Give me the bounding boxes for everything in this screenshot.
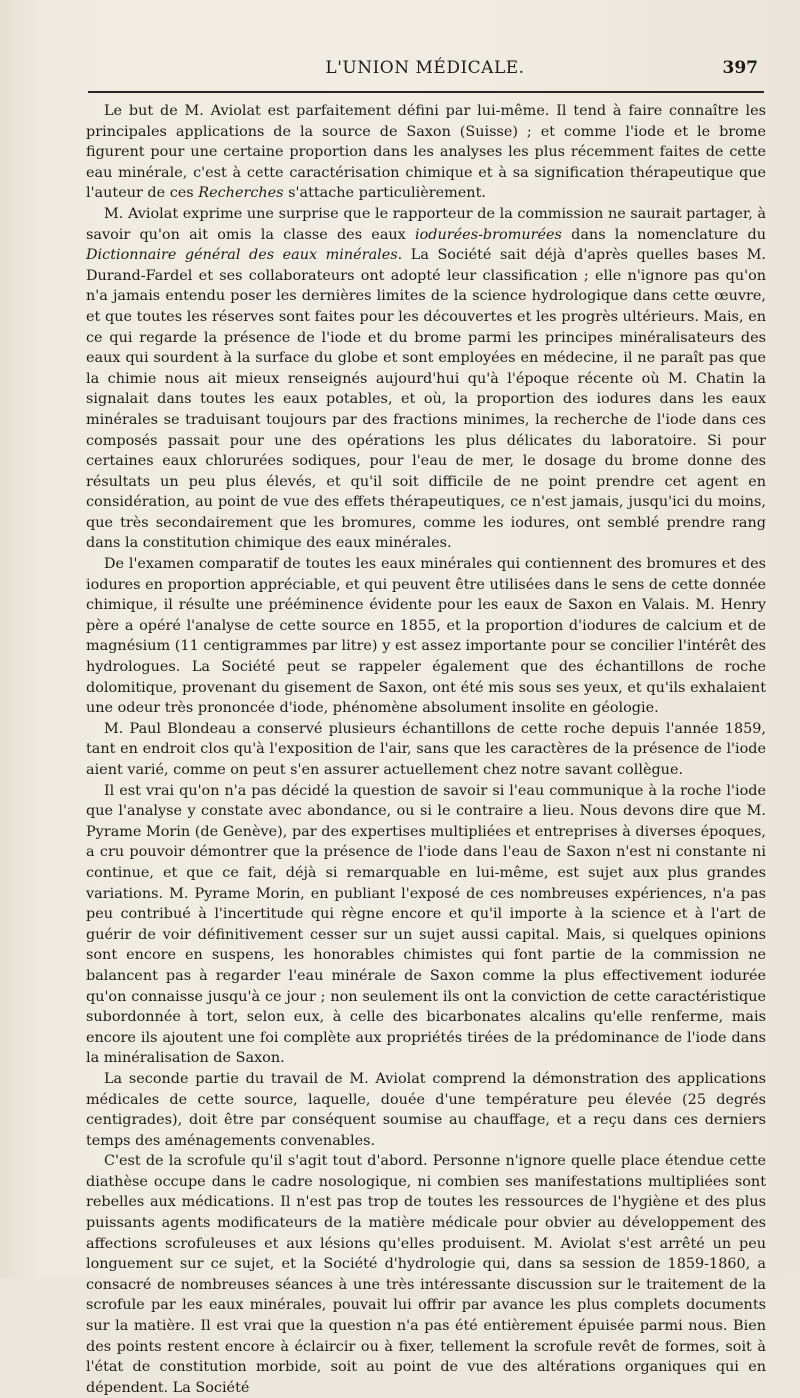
paragraph (86, 554, 766, 719)
text-run: La seconde partie du travail de M. Aviolat comprend la démonstration des applications médicales de cette source, laquelle, douée d'une température peu élevée (25 degrés centigrades), doit être par conséquent soumise au chauffage, et a reçu dans ces derniers temps des aménagements convenables. (86, 1070, 766, 1149)
paragraph (86, 1151, 766, 1398)
text-run: M. Aviolat exprime une surprise que le rapporteur de la commission ne saurait partager, à savoir qu'on ait omis la classe des eaux (86, 205, 766, 243)
italic-text: iodurées-bromurées (415, 226, 562, 243)
text-run: Le but de M. Aviolat est parfaitement défini par lui-même. Il tend à faire connaître les principales applications de la source de Saxon (Suisse) ; et comme l'iode et le brome figurent pour une certaine proportion dans les analyses les plus récemment faites de cette eau minérale, c'est à cette caractérisation chimique et à sa signification thérapeutique que l'auteur de ces (86, 103, 766, 202)
page-number: 397 (722, 58, 758, 78)
italic-text: Dictionnaire général des eaux minérales (86, 247, 398, 264)
paragraph (86, 719, 766, 781)
text-run: M. Paul Blondeau a conservé plusieurs échantillons de cette roche depuis l'année 1859, tant en endroit clos qu'à l'exposition de l'air, sans que les caractères de la présence de l'iode aient varié, comme on peut s'en assurer actuellement chez notre savant collègue. (86, 720, 766, 778)
text-run: C'est de la scrofule qu'il s'agit tout d'abord. Personne n'ignore quelle place étendue cette diathèse occupe dans le cadre nosologique, ni combien ses manifestations multipliées sont rebelles aux médications. Il n'est pas trop de toutes les ressources de l'hygiène et des plus puissants agents modificateurs de la matière médicale pour obvier au développement des affections scrofuleuses et aux lésions qu'elles produisent. M. Aviolat s'est arrêté un peu longuement sur ce sujet, et la Société d'hydrologie qui, dans sa session de 1859-1860, a consacré de nombreuses séances à une très intéressante discussion sur le traitement de la scrofule par les eaux minérales, pouvait lui offrir par avance les plus complets documents sur la matière. Il est vrai que la question n'a pas été entièrement épuisée parmi nous. Bien des points restent encore à éclaircir ou à fixer, tellement la scrofule revêt de formes, soit à l'état de constitution morbide, soit au point de vue des altérations organiques qui en dépendent. La Société (86, 1153, 766, 1396)
italic-text: Recherches (198, 185, 284, 202)
header-rule (88, 91, 764, 93)
paragraph (86, 1069, 766, 1151)
page-header (86, 58, 764, 88)
body-text (86, 101, 766, 1398)
text-run: Il est vrai qu'on n'a pas décidé la question de savoir si l'eau communique à la roche l'iode que l'analyse y constate avec abondance, ou si le contraire a lieu. Nous devons dire que M. Pyrame Morin (de Genève), par des expertises multipliées et entreprises à diverses époques, a cru pouvoir démontrer que la présence de l'iode dans l'eau de Saxon n'est ni constante ni continue, et que ce fait, déjà si remarquable en lui-même, est sujet aux plus grandes variations. M. Pyrame Morin, en publiant l'exposé de ces nombreuses expériences, n'a pas peu contribué à l'incertitude qui règne encore et qu'il importe à la science et à l'art de guérir de voir définitivement cesser sur un sujet aussi capital. Mais, si quelques opinions sont encore en suspens, les honorables chimistes qui font partie de la commission ne balancent pas à regarder l'eau minérale de Saxon comme la plus effectivement iodurée qu'on connaisse jusqu'à ce jour ; non seulement ils ont la conviction de cette caractéristique subordonnée à tort, selon eux, à celle des bicarbonates alcalins qu'elle renferme, mais encore ils ajoutent une foi complète aux propriétés tirées de la prédominance de l'iode dans la minéralisation de Saxon. (86, 782, 766, 1067)
text-run: De l'examen comparatif de toutes les eaux minérales qui contiennent des bromures et des iodures en proportion appréciable, et qui peuvent être utilisées dans le sens de cette donnée chimique, il résulte une prééminence évidente pour les eaux de Saxon en Valais. M. Henry père a opéré l'analyse de cette source en 1855, et la proportion d'iodures de calcium et de magnésium (11 centigrammes par litre) y est assez importante pour se concilier l'intérêt des hydrologues. La Société peut se rappeler également que des échantillons de roche dolomitique, provenant du gisement de Saxon, ont été mis sous ses yeux, et qu'ils exhalaient une odeur très prononcée d'iode, phénomène absolument insolite en géologie. (86, 556, 766, 717)
text-run: dans la nomenclature du (561, 226, 766, 243)
text-run: . La Société sait déjà d'après quelles bases M. Durand-Fardel et ses collaborateurs ont adopté leur classification ; elle n'ignore pas qu'on n'a jamais entendu poser les dernières limites de la science hydrologique dans cette œuvre, et que toutes les réserves sont faites pour les découvertes et les progrès ultérieurs. Mais, en ce qui regarde la présence de l'iode et du brome parmi les principes minéralisateurs des eaux qui sourdent à la surface du globe et sont employées en médecine, il ne paraît pas que la chimie nous ait mieux renseignés aujourd'hui qu'à l'époque récente où M. Chatin la signalait dans toutes les eaux potables, et où, la proportion des iodures dans les eaux minérales se traduisant toujours par des fractions minimes, la recherche de l'iode dans ces composés passait pour une des opérations les plus délicates du laboratoire. Si pour certaines eaux chlorurées sodiques, pour l'eau de mer, le dosage du brome donne des résultats un peu plus élevés, et qu'il soit difficile de ne point prendre cet agent en considération, au point de vue des effets thérapeutiques, ce n'est jamais, jusqu'ici du moins, que très secondairement que les bromures, comme les iodures, ont semblé prendre rang dans la constitution chimique des eaux minérales. (86, 247, 767, 552)
text-run: s'attache particulièrement. (283, 185, 486, 202)
running-title: L'UNION MÉDICALE. (325, 58, 525, 78)
paragraph (86, 204, 766, 554)
paragraph (86, 781, 766, 1069)
paragraph (86, 101, 766, 204)
